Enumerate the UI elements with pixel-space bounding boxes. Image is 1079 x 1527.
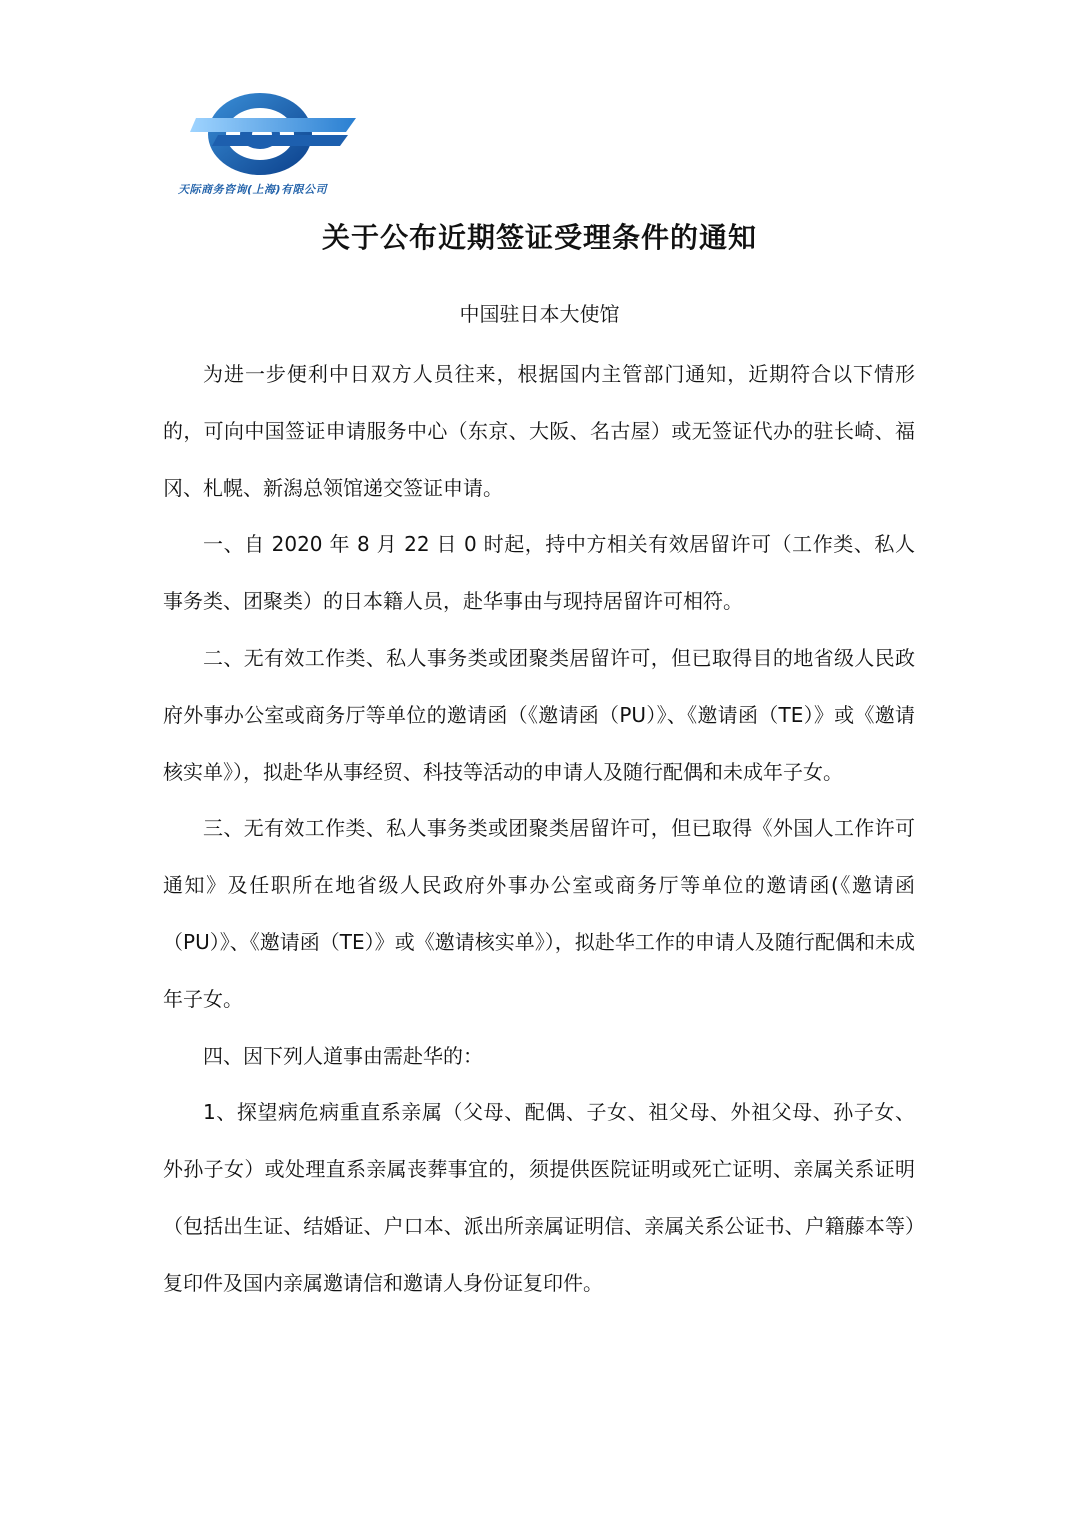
company-name: 天际商务咨询(上海)有限公司 (178, 183, 328, 196)
page-title: 关于公布近期签证受理条件的通知 (321, 221, 757, 254)
paragraph-item-3: 三、无有效工作类、私人事务类或团聚类居留许可，但已取得《外国人工作许可通知》及任职所在地省级人民政府外事办公室或商务厅等单位的邀请函(《邀请函（PU）》、《邀请函（TE）》或《邀请核实单》），拟赴华工作的申请人及随行配偶和未成年子女。 (163, 816, 915, 1011)
paragraph-item-2: 二、无有效工作类、私人事务类或团聚类居留许可，但已取得目的地省级人民政府外事办公室或商务厅等单位的邀请函（《邀请函（PU）》、《邀请函（TE）》或《邀请核实单》），拟赴华从事经贸、科技等活动的申请人及随行配偶和未成年子女。 (163, 645, 915, 784)
company-logo (178, 88, 368, 208)
issuer: 中国驻日本大使馆 (459, 302, 620, 326)
paragraph-item-4: 四、因下列人道事由需赴华的： (203, 1043, 483, 1068)
paragraph-item-1: 一、自 2020 年 8 月 22 日 0 时起，持中方相关有效居留许可（工作类、私人事务类、团聚类）的日本籍人员，赴华事由与现持居留许可相符。 (163, 532, 915, 614)
logo-emblem-icon (188, 88, 358, 180)
paragraph-item-4-1: 1、探望病危病重直系亲属（父母、配偶、子女、祖父母、外祖父母、孙子女、外孙子女）或处理直系亲属丧葬事宜的，须提供医院证明或死亡证明、亲属关系证明（包括出生证、结婚证、户口本、派出所亲属证明信、亲属关系公证书、户籍藤本等）复印件及国内亲属邀请信和邀请人身份证复印件。 (163, 1100, 915, 1295)
document-body (163, 346, 915, 1312)
paragraph-intro: 为进一步便利中日双方人员往来，根据国内主管部门通知，近期符合以下情形的，可向中国签证申请服务中心（东京、大阪、名古屋）或无签证代办的驻长崎、福冈、札幌、新潟总领馆递交签证申请。 (163, 362, 915, 500)
